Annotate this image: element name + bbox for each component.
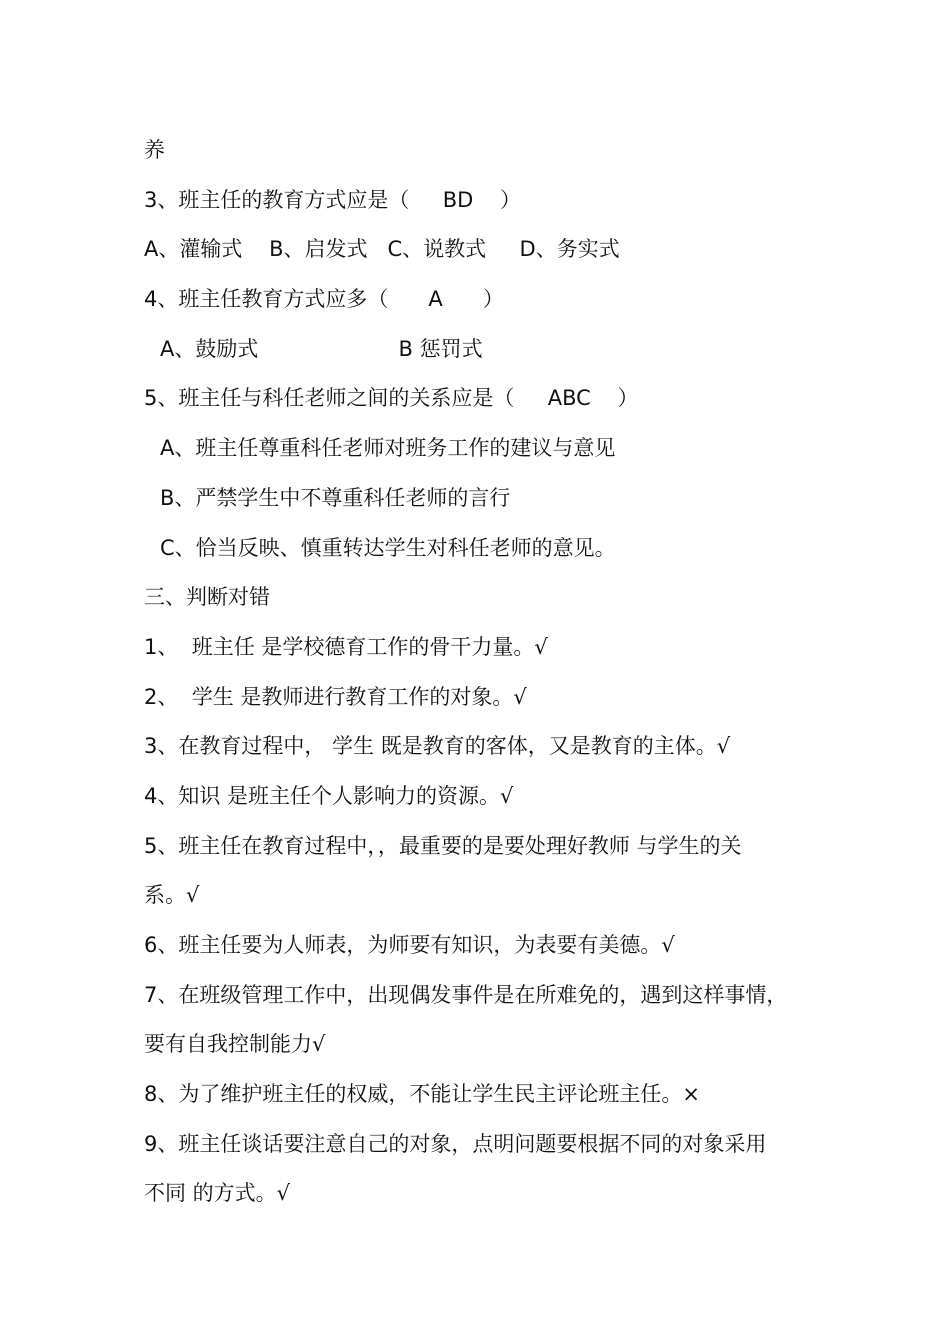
- judgment-9: 9、班主任谈话要注意自己的对象，点明问题要根据不同的对象采用: [144, 1131, 767, 1156]
- question-3: 3、班主任的教育方式应是（ BD ）: [144, 187, 522, 212]
- judgment-5-continued: 系。√: [144, 883, 200, 908]
- question-5-option-a: A、班主任尊重科任老师对班务工作的建议与意见: [160, 436, 616, 461]
- judgment-3: 3、在教育过程中， 学生 既是教育的客体，又是教育的主体。√: [144, 734, 731, 759]
- section-heading: 三、判断对错: [144, 585, 270, 610]
- question-3-options: A、灌输式 B、启发式 C、说教式 D、务实式: [144, 237, 620, 262]
- question-5-option-b: B、严禁学生中不尊重科任老师的言行: [160, 485, 511, 510]
- judgment-7-continued: 要有自我控制能力√: [144, 1032, 326, 1057]
- judgment-9-continued: 不同 的方式。√: [144, 1181, 291, 1206]
- judgment-2: 2、 学生 是教师进行教育工作的对象。√: [144, 684, 527, 709]
- text-line: 养: [144, 138, 165, 162]
- judgment-8: 8、为了维护班主任的权威，不能让学生民主评论班主任。×: [144, 1082, 700, 1107]
- question-5: 5、班主任与科任老师之间的关系应是（ ABC ）: [144, 386, 639, 411]
- judgment-5: 5、班主任在教育过程中，，最重要的是要处理好教师 与学生的关: [144, 833, 742, 858]
- judgment-4: 4、知识 是班主任个人影响力的资源。√: [144, 783, 514, 808]
- question-5-option-c: C、恰当反映、慎重转达学生对科任老师的意见。: [160, 535, 616, 560]
- judgment-6: 6、班主任要为人师表，为师要有知识，为表要有美德。√: [144, 933, 675, 957]
- document-body: [144, 126, 844, 1219]
- judgment-1: 1、 班主任 是学校德育工作的骨干力量。√: [144, 634, 548, 659]
- question-4-options: A、鼓励式 B 惩罚式: [160, 336, 483, 361]
- question-4: 4、班主任教育方式应多（ A ）: [144, 287, 504, 312]
- judgment-7: 7、在班级管理工作中，出现偶发事件是在所难免的，遇到这样事情，: [144, 982, 788, 1007]
